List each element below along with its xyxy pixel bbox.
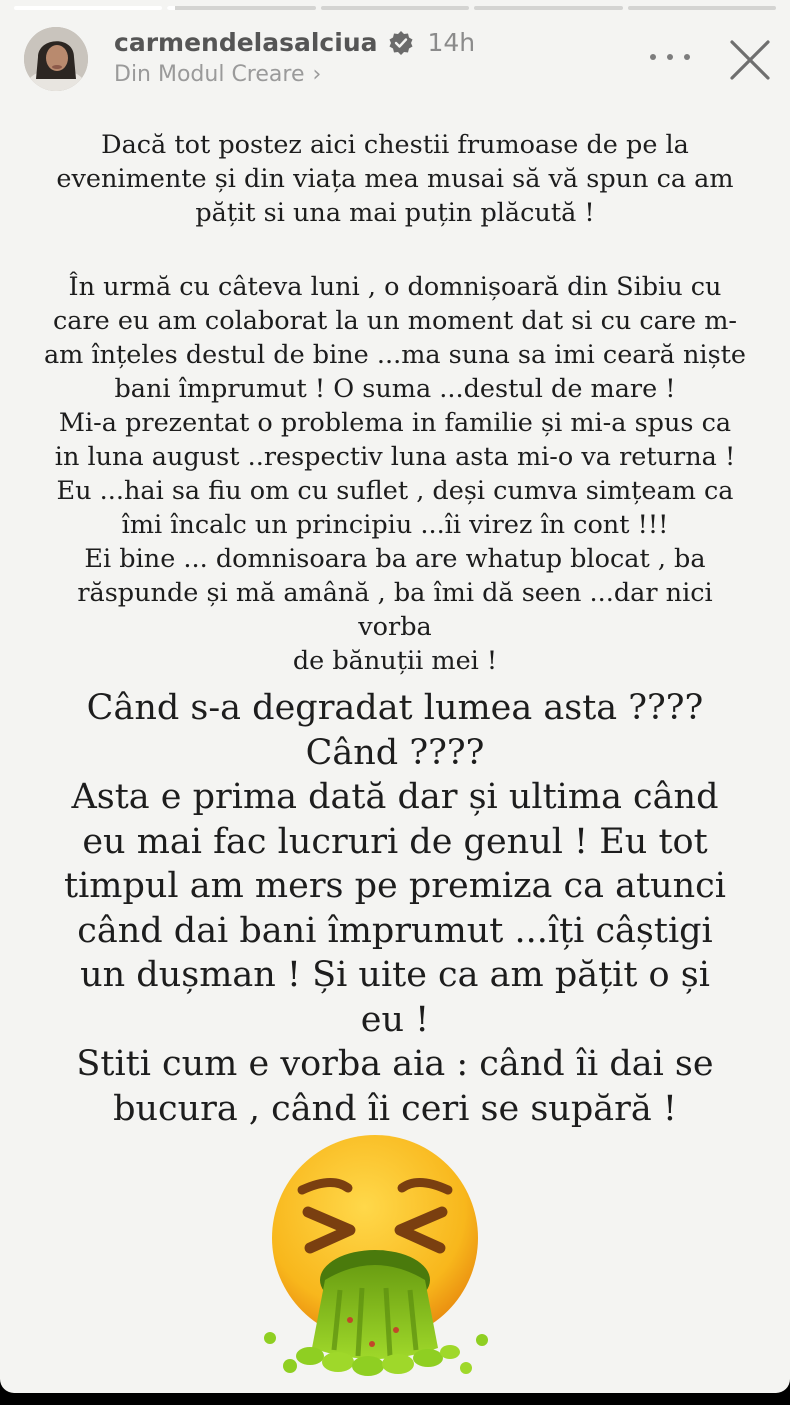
more-options-icon[interactable] xyxy=(650,45,690,69)
paragraph-line: Când s-a degradat lumea asta ???? xyxy=(86,688,704,728)
progress-segment xyxy=(14,6,162,10)
progress-segment xyxy=(628,6,776,10)
paragraph-line: bani împrumut ! O suma ...destul de mare ! xyxy=(114,374,676,404)
paragraph-line: un dușman ! Și uite ca am pățit o și xyxy=(80,955,710,995)
verified-badge-icon xyxy=(388,30,414,56)
paragraph-line: răspunde și mă amână , ba îmi dă seen ...dar nici vorba xyxy=(77,578,713,642)
paragraph-line: eu mai fac lucruri de genul ! Eu tot xyxy=(82,821,708,862)
paragraph-line: de bănuții mei ! xyxy=(292,646,498,676)
post-time: 14h xyxy=(427,28,476,57)
story-paragraph-3 xyxy=(40,686,750,1131)
create-mode-link[interactable] xyxy=(114,62,321,87)
paragraph-line: În urmă cu câteva luni , o domnișoară din Sibiu cu xyxy=(68,272,722,302)
paragraph-line: am înțeles destul de bine ...ma suna sa imi ceară niște xyxy=(43,340,746,370)
paragraph-line: când dai bani împrumut ...îți câștigi xyxy=(77,910,713,951)
story-paragraph-1 xyxy=(40,128,750,230)
paragraph-line: Mi-a prezentat o problema in familie și mi-a spus ca xyxy=(58,408,732,438)
dot xyxy=(667,54,673,60)
dot xyxy=(650,54,656,60)
avatar[interactable] xyxy=(24,27,88,91)
progress-segment-active xyxy=(167,6,315,10)
close-icon[interactable] xyxy=(728,38,772,82)
paragraph-line: îmi încalc un principiu ...îi virez în cont !!! xyxy=(121,510,669,540)
paragraph-line: Când ???? xyxy=(305,732,485,773)
paragraph-line: Asta e prima dată dar și ultima când xyxy=(71,777,719,817)
paragraph-line: care eu am colaborat la un moment dat si cu care m- xyxy=(52,306,738,336)
story-paragraph-2 xyxy=(40,270,750,678)
username[interactable]: carmendelasalciua xyxy=(114,28,378,57)
story-author[interactable] xyxy=(114,28,475,57)
paragraph-line: timpul am mers pe premiza ca atunci xyxy=(64,866,726,906)
paragraph-line: bucura , când îi ceri se supără ! xyxy=(113,1088,677,1129)
progress-segment xyxy=(474,6,622,10)
paragraph-line: Eu ...hai sa fiu om cu suflet , deși cumva simțeam ca xyxy=(56,476,734,506)
paragraph-text: Dacă tot postez aici chestii frumoase de pe la evenimente și din viața mea musai să vă spun ca am pățit si una mai puțin plăcută ! xyxy=(56,130,734,228)
paragraph-line: in luna august ..respectiv luna asta mi-o va returna ! xyxy=(54,442,736,472)
story-progress-bar xyxy=(14,6,776,10)
paragraph-line: eu ! xyxy=(360,999,430,1040)
progress-segment xyxy=(321,6,469,10)
chevron-right-icon: › xyxy=(312,62,322,87)
paragraph-line: Ei bine ... domnisoara ba are whatup blocat , ba xyxy=(84,544,706,574)
subtitle-label: Din Modul Creare xyxy=(114,62,305,87)
paragraph-line: Stiti cum e vorba aia : când îi dai se xyxy=(76,1044,714,1084)
dot xyxy=(684,54,690,60)
vomiting-face-emoji xyxy=(250,1130,500,1380)
